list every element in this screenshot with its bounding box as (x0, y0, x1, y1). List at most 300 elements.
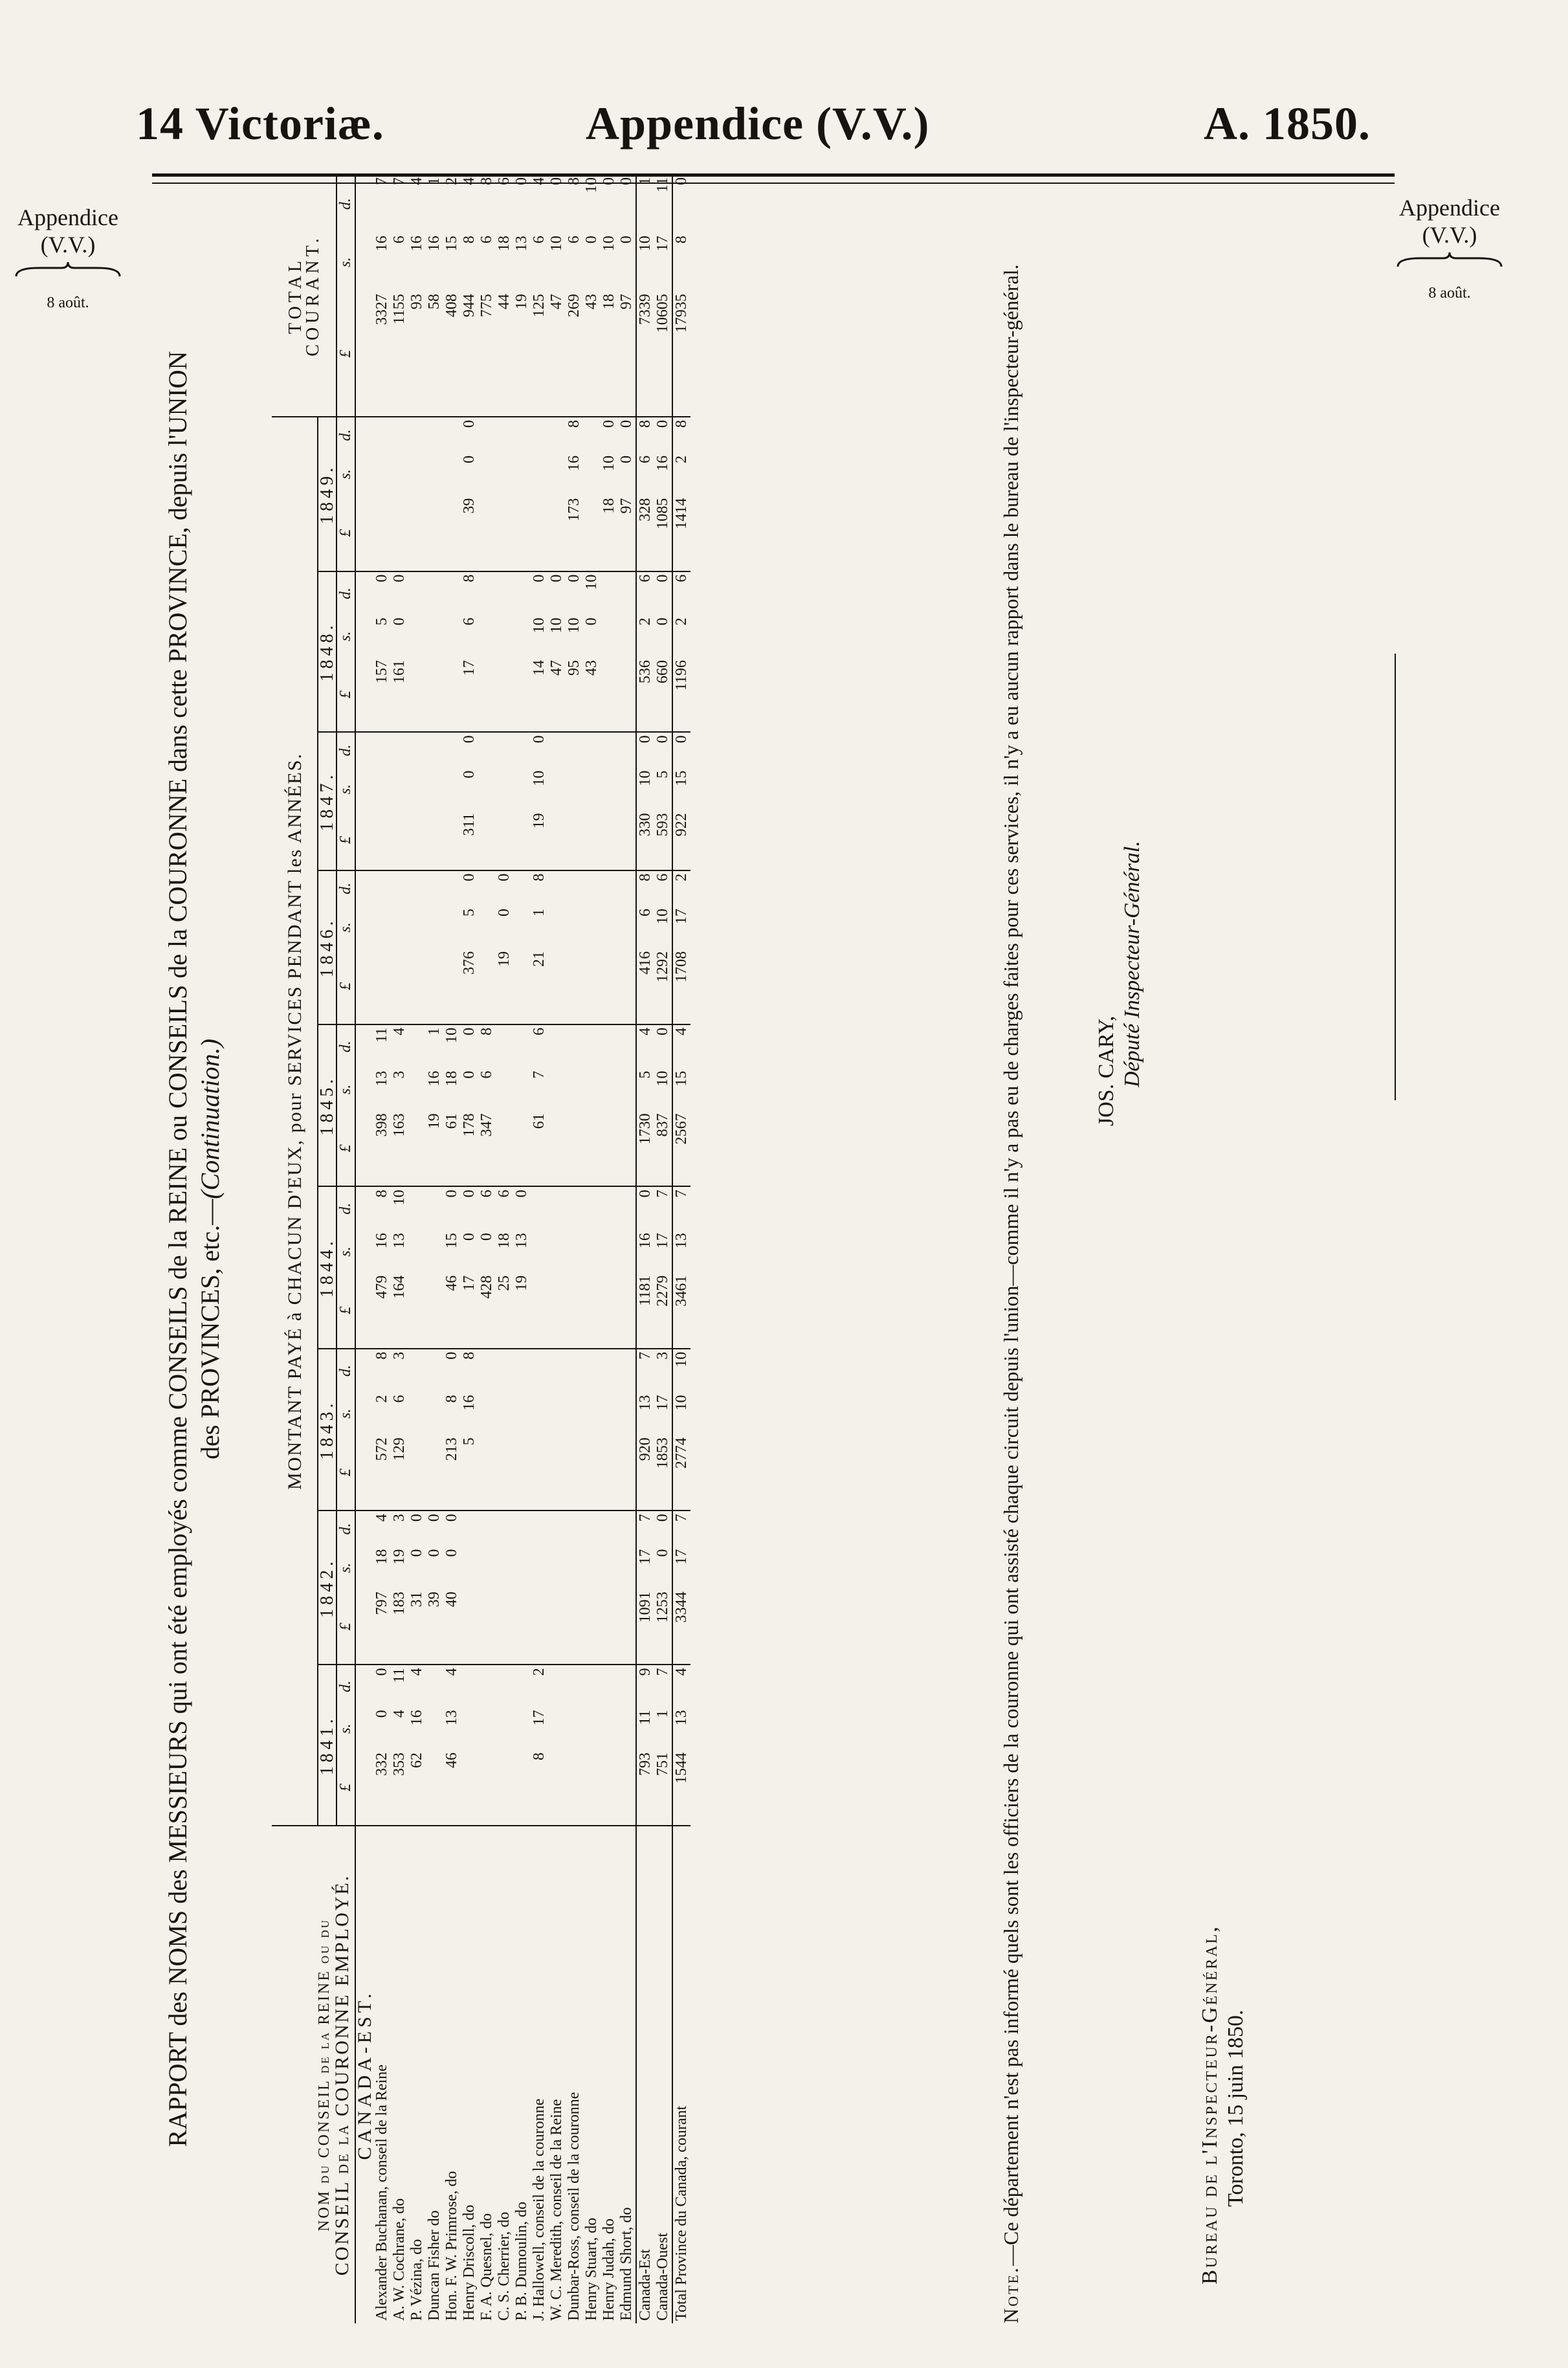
amount-cell (373, 810, 391, 870)
amount-cell (583, 1393, 601, 1435)
amount-cell: 4 (373, 1510, 391, 1546)
row-name: Alexander Buchanan, conseil de la Reine (373, 1826, 391, 2323)
amount-cell: 4 (408, 1665, 426, 1707)
amount-cell: 10 (566, 617, 582, 634)
amount-cell: 8 (636, 870, 654, 906)
amount-cell: 0 (654, 1549, 671, 1557)
header-left: 14 Victoriæ. (136, 98, 384, 149)
amount-cell: 8 (531, 870, 548, 906)
amount-cell (601, 870, 618, 906)
total-cell: 1 (636, 175, 654, 233)
amount-cell: 2 (672, 615, 690, 658)
amount-cell (391, 810, 408, 870)
row-name: Dunbar-Ross, conseil de la couronne (566, 1826, 583, 2323)
amount-cell (566, 1750, 583, 1826)
amount-cell: 4 (636, 1024, 654, 1068)
amount-cell: 97 (618, 498, 635, 514)
currency-header: £ (337, 810, 355, 870)
amount-cell (618, 1750, 636, 1826)
row-name: Duncan Fisher do (426, 1826, 443, 2323)
amount-cell: 479 (373, 1275, 390, 1299)
amount-cell: 1 (531, 909, 547, 917)
amount-cell (618, 810, 636, 870)
table-row (636, 175, 654, 2323)
amount-cell (443, 658, 461, 732)
amount-cell: 0 (391, 571, 408, 615)
amount-cell: 0 (672, 732, 690, 768)
total-cell: 2 (443, 177, 460, 185)
amount-cell (443, 870, 461, 906)
amount-cell: 19 (391, 1549, 408, 1565)
amount-cell (461, 1547, 478, 1589)
amount-cell: 0 (618, 417, 636, 453)
amount-cell (548, 768, 566, 811)
amount-cell: 797 (373, 1591, 390, 1615)
amount-cell (583, 417, 601, 453)
amount-cell: 1085 (654, 498, 671, 529)
total-header (272, 175, 337, 417)
amount-cell (618, 1547, 636, 1589)
amount-cell (601, 1349, 618, 1393)
amount-cell (566, 732, 583, 768)
amount-cell: 13 (513, 1233, 530, 1249)
amount-cell (426, 768, 443, 811)
currency-header: £ (337, 291, 355, 417)
amount-cell (513, 1435, 531, 1510)
row-name: Edmund Short, do (618, 1826, 636, 2323)
amount-cell: 10 (531, 617, 547, 634)
amount-cell: 0 (601, 417, 618, 453)
amount-cell (618, 906, 636, 949)
amount-cell: 18 (443, 1070, 460, 1087)
amount-cell: 9 (636, 1665, 654, 1707)
amount-cell (601, 615, 618, 658)
amount-cell: 0 (461, 1233, 478, 1241)
amount-cell: 0 (636, 1186, 654, 1230)
amount-cell: 129 (391, 1437, 408, 1461)
amount-cell: 4 (672, 1665, 690, 1707)
amount-cell (513, 949, 531, 1024)
amount-cell: 1730 (636, 1111, 654, 1186)
amount-cell (583, 1547, 601, 1589)
amount-cell (583, 870, 601, 906)
amount-cell: 0 (618, 455, 635, 463)
amount-cell: 2 (531, 1665, 548, 1707)
total-cell: 19 (513, 294, 530, 310)
amount-cell (548, 732, 566, 768)
amount-cell: 47 (548, 660, 565, 676)
currency-header: £ (337, 1750, 355, 1826)
amount-cell (583, 906, 601, 949)
amount-cell: 15 (443, 1233, 460, 1249)
title-continuation: (Continuation.) (195, 1039, 225, 1199)
amount-cell (601, 1665, 618, 1707)
montant-header: MONTANT PAYÉ à CHACUN D'EUX, pour SERVICES PENDANT les ANNÉES. (272, 417, 318, 1826)
amount-cell (548, 453, 566, 496)
amount-cell (566, 949, 583, 1024)
currency-header: £ (337, 496, 355, 571)
amount-cell (583, 810, 601, 870)
amount-cell: 328 (636, 496, 654, 571)
total-cell: 43 (583, 294, 600, 310)
signature-name: JOS. CARY, (1094, 1015, 1118, 1126)
amount-cell (566, 1589, 583, 1665)
amount-cell (566, 906, 583, 949)
amount-cell: 0 (461, 870, 478, 906)
amount-cell: 593 (654, 813, 671, 837)
margin-label: Appendice (17, 205, 118, 230)
total-cell: 1 (426, 177, 443, 185)
amount-cell: 0 (548, 571, 566, 615)
amount-cell (513, 870, 531, 906)
amount-cell: 7 (672, 1186, 690, 1230)
amount-cell (426, 1349, 443, 1393)
amount-cell: 13 (672, 1707, 690, 1750)
amount-cell: 347 (478, 1113, 495, 1137)
currency-header: s. (337, 1230, 355, 1273)
total-cell: 17935 (672, 291, 690, 417)
amount-cell (583, 949, 601, 1024)
amount-cell (548, 1024, 566, 1068)
amount-cell (618, 732, 636, 768)
amount-cell (618, 1510, 636, 1546)
amount-cell (478, 1547, 496, 1589)
table-row (566, 175, 583, 2323)
amount-cell (513, 1750, 531, 1826)
amount-cell (426, 1665, 443, 1707)
table-row (461, 175, 478, 2323)
amount-cell (426, 417, 443, 453)
amount-cell: 6 (496, 1186, 513, 1230)
currency-header: £ (337, 1111, 355, 1186)
amount-cell (513, 417, 531, 453)
amount-cell (426, 496, 443, 571)
amount-cell: 376 (461, 951, 478, 975)
total-cell: 44 (496, 294, 513, 310)
amount-cell: 0 (496, 909, 513, 917)
amount-cell: 1253 (654, 1591, 671, 1623)
amount-cell (496, 615, 513, 658)
amount-cell (478, 949, 496, 1024)
amount-cell: 17 (672, 906, 690, 949)
note (997, 188, 1025, 2323)
currency-header: s. (337, 1707, 355, 1750)
amount-cell (408, 615, 426, 658)
amount-cell (601, 732, 618, 768)
amount-cell (426, 732, 443, 768)
amount-cell (548, 1435, 566, 1510)
row-name: W. C. Meredith, conseil de la Reine (548, 1826, 566, 2323)
amount-cell: 1 (426, 1024, 443, 1068)
amount-cell: 39 (426, 1591, 443, 1608)
amount-cell (496, 1393, 513, 1435)
amount-cell (408, 906, 426, 949)
amount-cell (601, 1024, 618, 1068)
amount-cell (443, 906, 461, 949)
amount-cell (548, 1665, 566, 1707)
currency-header: d. (337, 1665, 355, 1707)
total-cell: 6 (478, 236, 495, 244)
amount-cell (583, 1186, 601, 1230)
amount-cell (426, 1435, 443, 1510)
table-row (618, 175, 636, 2323)
amount-cell (618, 615, 636, 658)
amount-cell: 0 (443, 1510, 461, 1546)
total-cell: 7 (373, 177, 390, 185)
amount-cell (583, 732, 601, 768)
amount-cell: 31 (408, 1591, 425, 1608)
amount-cell: 164 (391, 1275, 408, 1299)
amount-cell: 11 (391, 1665, 408, 1707)
table-row (373, 175, 391, 2323)
table-row (654, 175, 672, 2323)
amount-cell: 2567 (672, 1111, 690, 1186)
amount-cell (391, 732, 408, 768)
amount-cell (618, 1665, 636, 1707)
amount-cell (618, 1589, 636, 1665)
office-line-1: Bureau de l'Inspecteur-Général, (1198, 1925, 1222, 2285)
amount-cell: 10 (391, 1186, 408, 1230)
amount-cell: 1 (654, 1710, 671, 1718)
amount-cell (601, 1435, 618, 1510)
amount-cell: 15 (672, 1068, 690, 1111)
amount-cell (513, 1068, 531, 1111)
amount-cell (408, 732, 426, 768)
currency-header: s. (337, 1393, 355, 1435)
amount-cell (391, 768, 408, 811)
amount-cell (601, 1186, 618, 1230)
amount-cell (548, 417, 566, 453)
amount-cell: 7 (654, 1665, 672, 1707)
amount-cell (601, 768, 618, 811)
total-cell: 10 (636, 233, 654, 291)
total-cell: 6 (391, 236, 408, 244)
table-row (426, 175, 443, 2323)
amount-cell: 17 (672, 1547, 690, 1589)
total-cell: 7 (391, 177, 408, 185)
amount-cell (443, 768, 461, 811)
amount-cell (478, 496, 496, 571)
amount-cell (408, 810, 426, 870)
amount-cell (513, 810, 531, 870)
amount-cell: 10 (443, 1024, 461, 1068)
amount-cell (496, 1750, 513, 1826)
amount-cell (601, 1393, 618, 1435)
amount-cell: 3 (391, 1349, 408, 1393)
total-cell: 10 (548, 236, 565, 252)
table-row (672, 175, 690, 2323)
total-cell: 3327 (373, 294, 390, 326)
amount-cell (496, 1707, 513, 1750)
name-header (272, 1826, 355, 2323)
amount-cell (408, 1435, 426, 1510)
amount-cell (373, 768, 391, 811)
amount-cell (548, 1349, 566, 1393)
table-row (548, 175, 566, 2323)
amount-cell (496, 1589, 513, 1665)
amount-cell: 0 (531, 732, 548, 768)
amount-cell (548, 1589, 566, 1665)
amount-cell: 16 (566, 455, 582, 471)
amount-cell (566, 1510, 583, 1546)
amount-cell: 95 (566, 660, 582, 676)
amount-cell: 4 (391, 1024, 408, 1068)
amount-cell (583, 1273, 601, 1349)
amount-cell (531, 496, 548, 571)
amount-cell (426, 949, 443, 1024)
amount-cell (426, 1393, 443, 1435)
row-name: Henry Stuart, do (583, 1826, 601, 2323)
total-cell: 1155 (391, 294, 408, 325)
table-row (513, 175, 531, 2323)
amount-cell: 0 (426, 1549, 443, 1557)
amount-cell (373, 870, 391, 906)
total-cell: 4 (531, 177, 547, 185)
amount-cell (531, 1435, 548, 1510)
currency-header: s. (337, 1068, 355, 1111)
title-line-2: des PROVINCES, etc.— (195, 1199, 225, 1459)
amount-cell: 922 (672, 810, 690, 870)
amount-cell: 0 (478, 1233, 495, 1241)
total-cell: 0 (672, 175, 690, 233)
amount-cell (443, 732, 461, 768)
amount-cell (566, 1393, 583, 1435)
amount-cell (408, 1111, 426, 1186)
currency-header: s. (337, 453, 355, 496)
amount-cell: 10 (531, 770, 547, 786)
amount-cell: 1292 (654, 951, 671, 982)
amount-cell: 0 (426, 1510, 443, 1546)
amount-cell (601, 1111, 618, 1186)
amount-cell (513, 732, 531, 768)
amount-cell: 0 (654, 1510, 672, 1546)
amount-cell (478, 1750, 496, 1826)
amount-cell (443, 417, 461, 453)
amount-cell (548, 1510, 566, 1546)
total-header-1: TOTAL (285, 257, 305, 335)
table-row (531, 175, 548, 2323)
note-text: —Ce département n'est pas informé quels sont les officiers de la couronne qui ont assisté chaque circuit depuis l'union—comme il n'y a pas eu de charges faites pour ces services, il n'y a eu aucun rapport dans le bureau de l'inspecteur-général. (999, 264, 1022, 2266)
amount-cell: 6 (636, 453, 654, 496)
total-cell: 8 (461, 236, 478, 244)
amount-cell: 0 (461, 455, 478, 463)
amount-cell (461, 1510, 478, 1546)
total-cell: 0 (601, 177, 617, 185)
amount-cell (548, 949, 566, 1024)
year-header: 1848. (318, 571, 337, 733)
amount-cell: 39 (461, 498, 478, 514)
amount-cell (566, 1068, 583, 1111)
table-row (496, 175, 513, 2323)
amount-cell (478, 1349, 496, 1393)
amount-cell (496, 453, 513, 496)
total-cell: 97 (618, 294, 635, 310)
margin-label: Appendice (1399, 195, 1500, 221)
amount-cell (601, 810, 618, 870)
table-row (601, 175, 618, 2323)
total-cell: 0 (548, 177, 565, 185)
amount-cell (531, 1230, 548, 1273)
office-line-2: Toronto, 15 juin 1850. (1224, 2009, 1248, 2207)
row-name: P. Vézina, do (408, 1826, 426, 2323)
amount-cell: 2 (672, 453, 690, 496)
amount-cell (373, 732, 391, 768)
amount-cell: 16 (636, 1230, 654, 1273)
amount-cell (513, 1349, 531, 1393)
amount-cell (496, 571, 513, 615)
office (1197, 1925, 1249, 2285)
amount-cell (426, 1273, 443, 1349)
amount-cell (426, 453, 443, 496)
amount-cell (566, 1707, 583, 1750)
amount-cell: 7 (636, 1510, 654, 1546)
amount-cell: 18 (373, 1549, 390, 1565)
amount-cell (426, 1230, 443, 1273)
total-cell: 0 (618, 177, 635, 185)
currency-header: d. (337, 1349, 355, 1393)
year-header: 1841. (318, 1665, 337, 1826)
amount-cell (391, 453, 408, 496)
amount-cell: 16 (408, 1710, 425, 1726)
amount-cell: 18 (496, 1233, 513, 1249)
amount-cell: 213 (443, 1437, 460, 1461)
amount-cell (548, 1750, 566, 1826)
amount-cell (531, 1349, 548, 1393)
amount-cell: 7 (654, 1186, 672, 1230)
amount-cell (496, 1547, 513, 1589)
amount-cell (618, 1111, 636, 1186)
amount-cell (548, 1393, 566, 1435)
amount-cell (601, 1547, 618, 1589)
amount-cell (496, 1349, 513, 1393)
amount-cell (531, 1589, 548, 1665)
total-cell: 775 (478, 294, 495, 318)
total-cell: 13 (513, 236, 530, 252)
rotated-report (162, 175, 1417, 2323)
total-cell: 10 (583, 177, 600, 193)
amount-cell (583, 1024, 601, 1068)
amount-cell (566, 810, 583, 870)
amount-cell (443, 810, 461, 870)
amount-cell (601, 1510, 618, 1546)
amount-cell: 46 (443, 1752, 460, 1768)
amount-cell: 0 (636, 732, 654, 768)
amount-cell (548, 1186, 566, 1230)
amount-cell: 15 (672, 768, 690, 811)
amount-cell (548, 1111, 566, 1186)
separator-line (1395, 654, 1396, 1100)
amount-cell (566, 870, 583, 906)
amount-cell: 13 (443, 1710, 460, 1726)
amount-cell: 157 (373, 660, 390, 684)
amount-cell (408, 571, 426, 615)
currency-header: £ (337, 658, 355, 732)
amount-cell (618, 1186, 636, 1230)
amount-cell (548, 1068, 566, 1111)
amount-cell: 13 (672, 1230, 690, 1273)
amount-cell (583, 1665, 601, 1707)
amount-cell (408, 496, 426, 571)
amount-cell: 398 (373, 1113, 390, 1137)
amount-cell: 5 (461, 909, 478, 917)
amount-cell (583, 1589, 601, 1665)
amount-cell: 7 (636, 1349, 654, 1393)
amount-cell: 18 (601, 498, 617, 514)
amount-cell (548, 1230, 566, 1273)
margin-sub: (V.V.) (1422, 222, 1477, 248)
amount-cell (408, 949, 426, 1024)
amount-cell (478, 571, 496, 615)
